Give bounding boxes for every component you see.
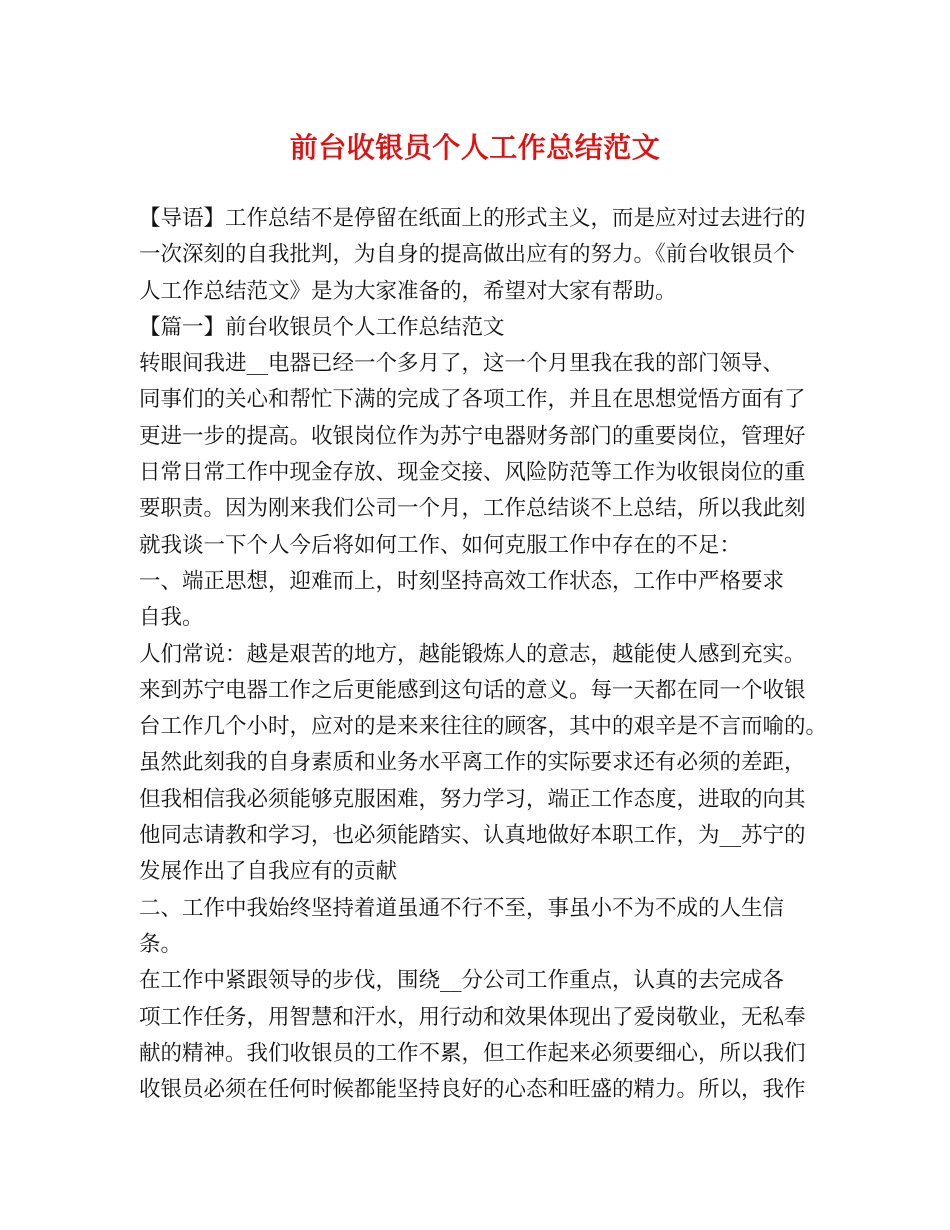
text-line: 更进一步的提高。收银岗位作为苏宁电器财务部门的重要岗位，管理好: [139, 423, 806, 449]
text-line: 收银员必须在任何时候都能坚持良好的心态和旺盛的精力。所以，我作: [139, 1077, 806, 1103]
text-line: 要职责。因为刚来我们公司一个月，工作总结谈不上总结，所以我此刻: [139, 496, 806, 522]
text-line: 一、端正思想，迎难而上，时刻坚持高效工作状态，工作中严格要求: [139, 568, 785, 594]
text-line: 项工作任务，用智慧和汗水，用行动和效果体现出了爱岗敬业，无私奉: [139, 1004, 806, 1030]
text-line: 发展作出了自我应有的贡献: [139, 859, 398, 885]
text-line: 就我谈一下个人今后将如何工作、如何克服工作中存在的不足：: [139, 532, 742, 558]
text-line: 虽然此刻我的自身素质和业务水平离工作的实际要求还有必须的差距，: [139, 750, 806, 776]
text-line: 日常日常工作中现金存放、现金交接、风险防范等工作为收银岗位的重: [139, 460, 806, 486]
text-line: 【导语】工作总结不是停留在纸面上的形式主义，而是应对过去进行的: [139, 206, 806, 231]
text-line: 在工作中紧跟领导的步伐，围绕__分公司工作重点，认真的去完成各: [139, 968, 785, 994]
text-line: 台工作几个小时，应对的是来来往往的顾客，其中的艰辛是不言而喻的。: [139, 714, 828, 740]
text-line: 但我相信我必须能够克服困难，努力学习，端正工作态度，进取的向其: [139, 786, 806, 812]
text-line: 人工作总结范文》是为大家准备的，希望对大家有帮助。: [139, 278, 677, 304]
section-heading: 【篇一】前台收银员个人工作总结范文: [139, 314, 505, 340]
text-line: 二、工作中我始终坚持着道虽通不行不至，事虽小不为不成的人生信: [139, 895, 785, 921]
text-line: 转眼间我进__电器已经一个多月了，这一个月里我在我的部门领导、: [139, 351, 785, 377]
text-line: 献的精神。我们收银员的工作不累，但工作起来必须要细心，所以我们: [139, 1040, 806, 1066]
text-line: 来到苏宁电器工作之后更能感到这句话的意义。每一天都在同一个收银: [139, 677, 806, 703]
text-line: 人们常说：越是艰苦的地方，越能锻炼人的意志，越能使人感到充实。: [139, 641, 806, 667]
text-line: 一次深刻的自我批判，为自身的提高做出应有的努力。《前台收银员个: [139, 242, 795, 268]
text-line: 自我。: [139, 605, 204, 631]
document-title: 前台收银员个人工作总结范文: [289, 131, 661, 164]
text-line: 条。: [139, 931, 183, 957]
text-line: 同事们的关心和帮忙下满的完成了各项工作，并且在思想觉悟方面有了: [139, 387, 806, 413]
text-line: 他同志请教和学习，也必须能踏实、认真地做好本职工作，为__苏宁的: [139, 823, 806, 849]
document-body: [139, 201, 829, 1108]
